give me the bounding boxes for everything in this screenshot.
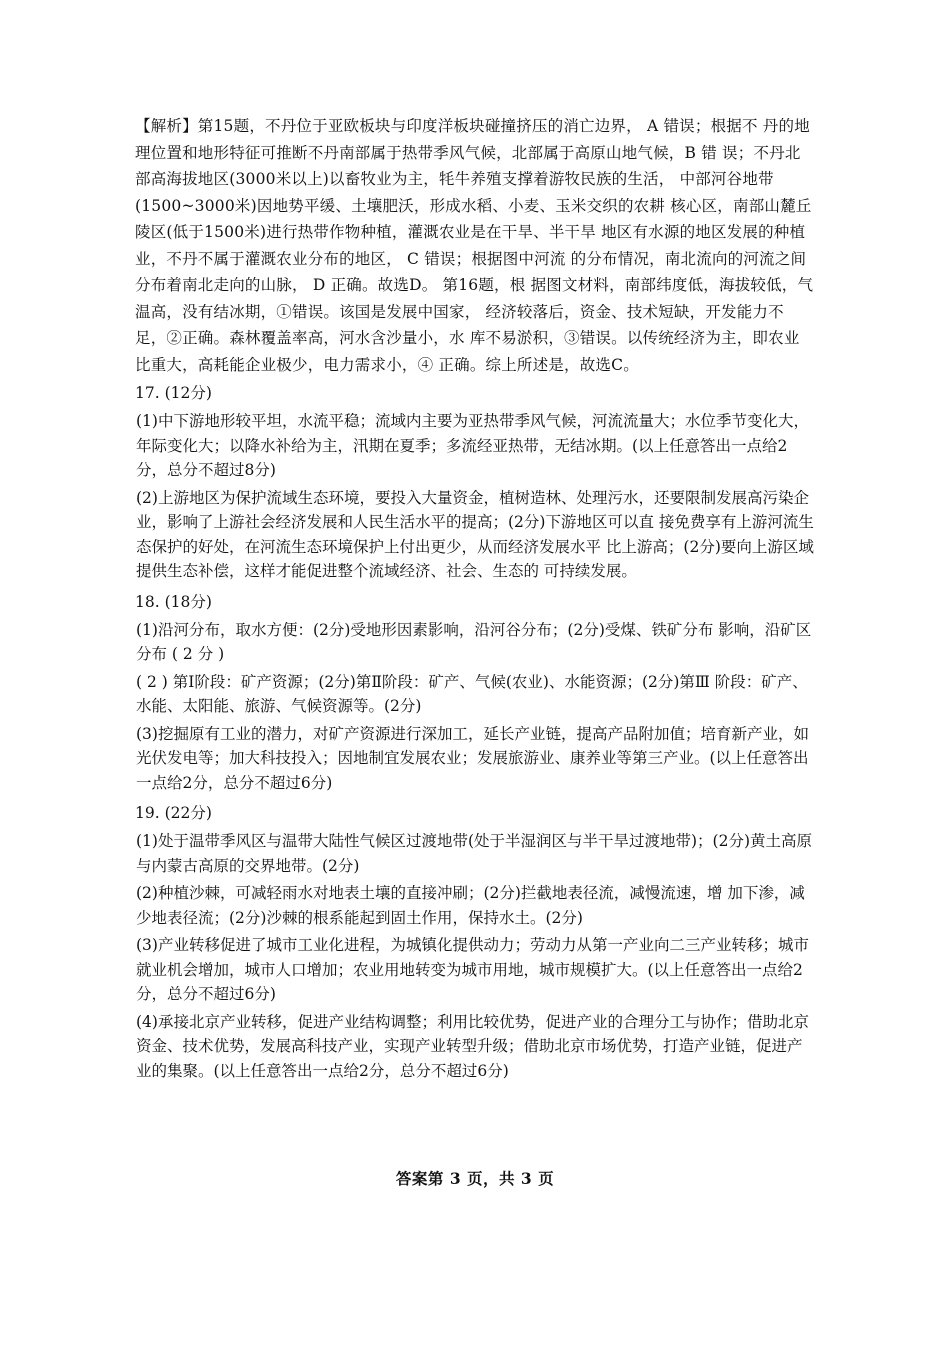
question-19-part-4: (4)承接北京产业转移，促进产业结构调整；利用比较优势，促进产业的合理分工与协作；借助北京资金、技术优势，发展高科技产业，实现产业转型升级；借助北京市场优势，打造产业链，促进产业的集聚。(以上任意答出一点给2分，总分不超过6分) bbox=[136, 1012, 809, 1080]
question-18-part-1: (1)沿河分布，取水方便：(2分)受地形因素影响，沿河谷分布；(2分)受煤、铁矿分布 影响，沿矿区分布 ( 2 分 ) bbox=[136, 620, 812, 663]
question-18-part-3: (3)挖掘原有工业的潜力，对矿产资源进行深加工，延长产业链，提高产品附加值；培育新产业，如光伏发电等；加大科技投入；因地制宜发展农业；发展旅游业、康养业等第三产业。(以上任意答出一点给2分，总分不超过6分) bbox=[136, 724, 809, 792]
question-18-heading: 18. (18分) bbox=[135, 592, 212, 611]
question-17-heading: 17. (12分) bbox=[135, 384, 212, 402]
question-19-heading: 19. (22分) bbox=[135, 804, 212, 822]
question-19-part-2: (2)种植沙棘，可减轻雨水对地表土壤的直接冲刷；(2分)拦截地表径流，减慢流速，增 加下渗，减少地表径流；(2分)沙棘的根系能起到固土作用，保持水土。(2分) bbox=[136, 884, 805, 927]
question-17-part-2: (2)上游地区为保护流域生态环境，要投入大量资金，植树造林、处理污水，还要限制发展高污染企业，影响了上游社会经济发展和人民生活水平的提高；(2分)下游地区可以直 接免费享有上游河流生态保护的好处，在河流生态环境保护上付出更少，从而经济发展水平 比上游高；(2分)要向上游区域提供生态补偿，这样才能促进整个流域经济、社会、生态的 可持续发展。 bbox=[136, 488, 814, 580]
question-18-part-2: ( 2 ) 第Ⅰ阶段：矿产资源；(2分)第Ⅱ阶段：矿产、气候(农业)、水能资源；(2分)第Ⅲ 阶段：矿产、水能、太阳能、旅游、气候资源等。(2分) bbox=[136, 672, 808, 715]
answer-page bbox=[135, 113, 815, 1086]
question-19-part-1: (1)处于温带季风区与温带大陆性气候区过渡地带(处于半湿润区与半干旱过渡地带)；(2分)黄土高原与内蒙古高原的交界地带。(2分) bbox=[136, 832, 813, 875]
question-19-part-3: (3)产业转移促进了城市工业化进程，为城镇化提供动力；劳动力从第一产业向二三产业转移；城市就业机会增加，城市人口增加；农业用地转变为城市用地，城市规模扩大。(以上任意答出一点给2分，总分不超过6分) bbox=[136, 936, 809, 1003]
question-17-part-1: (1)中下游地形较平坦，水流平稳；流域内主要为亚热带季风气候，河流流量大；水位季节变化大，年际变化大；以降水补给为主，汛期在夏季；多流经亚热带，无结冰期。(以上任意答出一点给2分，总分不超过8分) bbox=[136, 412, 809, 479]
page-footer: 答案第 3 页，共 3 页 bbox=[395, 1169, 555, 1188]
analysis-paragraph: 【解析】第15题，不丹位于亚欧板块与印度洋板块碰撞挤压的消亡边界， A 错误；根据不 丹的地理位置和地形特征可推断不丹南部属于热带季风气候，北部属于高原山地气候，B 错 误；不丹北部高海拔地区(3000米以上)以畜牧业为主，牦牛养殖支撑着游牧民族的生活， 中部河谷地带(1500~3000米)因地势平缓、土壤肥沃，形成水稻、小麦、玉米交织的农耕 核心区，南部山麓丘陵区(低于1500米)进行热带作物种植，灌溉农业是在干旱、半干旱 地区有水源的地区发展的种植业，不丹不属于灌溉农业分布的地区， C 错误；根据图中河流 的分布情况，南北流向的河流之间分布着南北走向的山脉， D 正确。故选D。 第16题，根 据图文材料，南部纬度低，海拔较低，气温高，没有结冰期，①错误。该国是发展中国家， 经济较落后，资金、技术短缺，开发能力不足，②正确。森林覆盖率高，河水含沙量小，水 库不易淤积，③错误。以传统经济为主，即农业比重大，高耗能企业极少，电力需求小，④ 正确。综上所述是，故选C。 bbox=[135, 117, 814, 374]
